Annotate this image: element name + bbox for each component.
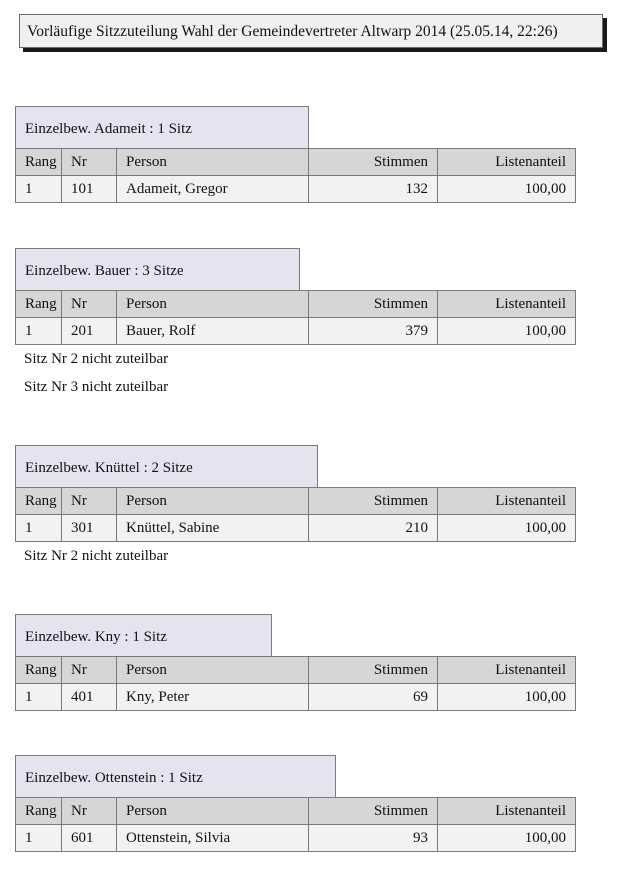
section-adameit (15, 106, 575, 203)
cell-nr: 601 (62, 825, 117, 852)
column-header-rang: Rang (16, 657, 62, 684)
cell-person: Kny, Peter (117, 684, 309, 711)
seat-table (15, 797, 576, 852)
section-heading: Einzelbew. Ottenstein : 1 Sitz (15, 755, 336, 797)
column-header-stimmen: Stimmen (309, 657, 438, 684)
section-heading: Einzelbew. Knüttel : 2 Sitze (15, 445, 318, 487)
section-bauer (15, 248, 575, 401)
cell-stimmen: 210 (309, 515, 438, 542)
cell-nr: 201 (62, 318, 117, 345)
seat-table (15, 290, 576, 345)
column-header-stimmen: Stimmen (309, 488, 438, 515)
cell-rang: 1 (16, 176, 62, 203)
column-header-rang: Rang (16, 149, 62, 176)
page-title: Vorläufige Sitzzuteilung Wahl der Gemeindevertreter Altwarp 2014 (25.05.14, 22:26) (19, 14, 603, 48)
column-header-person: Person (117, 657, 309, 684)
column-header-rang: Rang (16, 798, 62, 825)
column-header-nr: Nr (62, 488, 117, 515)
table-row (16, 318, 576, 345)
column-header-nr: Nr (62, 798, 117, 825)
cell-listenanteil: 100,00 (438, 318, 576, 345)
column-header-person: Person (117, 149, 309, 176)
table-header-row (16, 488, 576, 515)
cell-stimmen: 379 (309, 318, 438, 345)
column-header-person: Person (117, 291, 309, 318)
column-header-person: Person (117, 798, 309, 825)
cell-rang: 1 (16, 684, 62, 711)
cell-rang: 1 (16, 515, 62, 542)
column-header-listenanteil: Listenanteil (438, 657, 576, 684)
cell-listenanteil: 100,00 (438, 684, 576, 711)
cell-stimmen: 69 (309, 684, 438, 711)
cell-nr: 401 (62, 684, 117, 711)
table-header-row (16, 291, 576, 318)
column-header-listenanteil: Listenanteil (438, 798, 576, 825)
cell-listenanteil: 100,00 (438, 176, 576, 203)
cell-nr: 101 (62, 176, 117, 203)
cell-stimmen: 132 (309, 176, 438, 203)
unallocatable-seat-note: Sitz Nr 2 nicht zuteilbar (24, 351, 169, 367)
cell-person: Adameit, Gregor (117, 176, 309, 203)
column-header-stimmen: Stimmen (309, 798, 438, 825)
unallocatable-seat-note: Sitz Nr 3 nicht zuteilbar (24, 379, 169, 395)
table-row (16, 515, 576, 542)
column-header-stimmen: Stimmen (309, 291, 438, 318)
section-heading: Einzelbew. Kny : 1 Sitz (15, 614, 272, 656)
cell-nr: 301 (62, 515, 117, 542)
seat-table (15, 148, 576, 203)
column-header-stimmen: Stimmen (309, 149, 438, 176)
table-header-row (16, 149, 576, 176)
section-kny (15, 614, 575, 711)
column-header-listenanteil: Listenanteil (438, 488, 576, 515)
cell-listenanteil: 100,00 (438, 515, 576, 542)
cell-person: Knüttel, Sabine (117, 515, 309, 542)
section-heading: Einzelbew. Bauer : 3 Sitze (15, 248, 300, 290)
section-heading: Einzelbew. Adameit : 1 Sitz (15, 106, 309, 148)
column-header-person: Person (117, 488, 309, 515)
column-header-nr: Nr (62, 149, 117, 176)
column-header-rang: Rang (16, 291, 62, 318)
cell-rang: 1 (16, 318, 62, 345)
table-row (16, 176, 576, 203)
cell-listenanteil: 100,00 (438, 825, 576, 852)
column-header-listenanteil: Listenanteil (438, 291, 576, 318)
section-knuettel (15, 445, 575, 570)
cell-person: Ottenstein, Silvia (117, 825, 309, 852)
cell-person: Bauer, Rolf (117, 318, 309, 345)
unallocatable-seat-note: Sitz Nr 2 nicht zuteilbar (24, 548, 169, 564)
cell-rang: 1 (16, 825, 62, 852)
column-header-rang: Rang (16, 488, 62, 515)
column-header-nr: Nr (62, 291, 117, 318)
seat-table (15, 487, 576, 542)
column-header-nr: Nr (62, 657, 117, 684)
table-header-row (16, 657, 576, 684)
cell-stimmen: 93 (309, 825, 438, 852)
column-header-listenanteil: Listenanteil (438, 149, 576, 176)
section-ottenstein (15, 755, 575, 852)
seat-table (15, 656, 576, 711)
table-row (16, 684, 576, 711)
table-row (16, 825, 576, 852)
table-header-row (16, 798, 576, 825)
